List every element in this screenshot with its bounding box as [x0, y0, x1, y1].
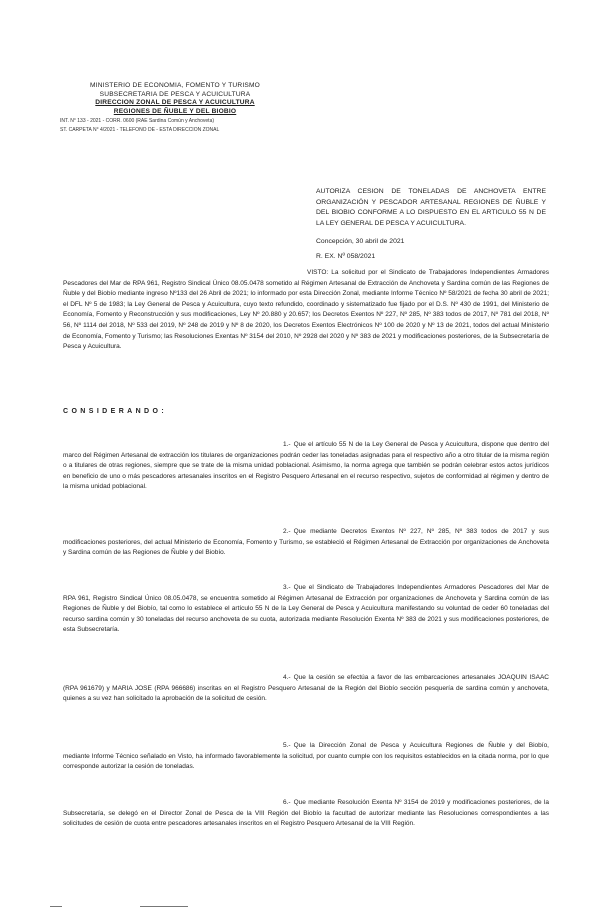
- visto-label: VISTO:: [307, 269, 329, 276]
- considerando-text: Que la Dirección Zonal de Pesca y Acuicultura Regiones de Ñuble y del Biobío, mediante Informe Técnico señalado en Visto, ha informado favorablemente la solicitud, por cuanto cumple con los requisitos establecidos en la citada norma, por lo que corresponde autorizar la cesión de toneladas.: [63, 742, 549, 771]
- considerando-2: [63, 527, 549, 559]
- considerando-text: Que el artículo 55 N de la Ley General de Pesca y Acuicultura, dispone que dentro del marco del Régimen Artesanal de extracción los titulares de organizaciones podrán ceder las toneladas asignadas para el respectivo año a otro titular de la misma región o a titulares de otras regiones, siempre que se trate de la misma unidad poblacional. Asimismo, la norma agrega que también se podrán celebrar estos actos jurídicos en beneficio de uno o más pescadores artesanales inscritos en el Registro Pesquero Artesanal en el recurso respectivo, sujetos de conformidad al régimen y dentro de la misma unidad poblacional.: [63, 441, 549, 491]
- considerando-5: [63, 741, 549, 773]
- considerando-number: 5.-: [283, 742, 291, 749]
- considerando-6: [63, 798, 549, 830]
- document-date: Concepción, 30 abril de 2021: [316, 238, 405, 245]
- reference-line-1: INT. N° 133 - 2021 - CORR. 0600 (RAE Sardina Común y Anchoveta): [60, 118, 215, 125]
- resolution-subject: AUTORIZA CESION DE TONELADAS DE ANCHOVETA ENTRE ORGANIZACIÓN Y PESCADOR ARTESANAL REGIONES DE ÑUBLE Y DEL BIOBIO CONFORME A LO DISPUESTO EN EL ARTICULO 55 N DE LA LEY GENERAL DE PESCA Y ACUICULTURA.: [316, 188, 546, 227]
- letterhead: [60, 82, 290, 133]
- visto-text: La solicitud por el Sindicato de Trabajadores Independientes Armadores Pescadores del Mar de RPA 961, Registro Sindical Único 08.05.0478 sometido al Régimen Artesanal de Extracción de Anchoveta y Sardina común de las Regiones de Ñuble y del Biobío mediante ingreso Nº133 del 26 Abril de 2021; lo informado por esta Dirección Zonal, mediante Informe Técnico Nº 58/2021 de fecha 30 abril de 2021; el DFL Nº 5 de 1983; la Ley General de Pesca y Acuicultura, cuyo texto refundido, coordinado y sistematizado fue fijado por el D.S. Nº 430 de 1991, del Ministerio de Economía, Fomento y Reconstrucción y sus modificaciones, Ley Nº 20.880 y 20.657; los Decretos Exentos Nº 227, Nº 285, Nº 383 todos de 2017, Nº 781 del 2018, Nº 56, Nº 1114 del 2018, Nº 533 del 2019, Nº 248 de 2019 y Nº 8 de 2020, los Decretos Exentos Electrónicos Nº 100 de 2020 y Nº 13 de 2021, todos del actual Ministerio de Economía, Fomento y Turismo; las Resoluciones Exentas Nº 3154 del 2010, Nº 2928 del 2020 y Nº 383 de 2021 y modificaciones posteriores, de la Subsecretaría de Pesca y Acuicultura.: [63, 269, 549, 351]
- resolution-number: R. EX. Nº 058/2021: [316, 253, 376, 260]
- considerando-text: Que mediante Resolución Exenta Nº 3154 de 2019 y modificaciones posteriores, de la Subsecretaría, se delegó en el Director Zonal de Pesca de la VIII Región del Biobío la facultad de autorizar mediante las Resoluciones correspondientes a las solicitudes de cesión de cuota entre pescadores artesanales inscritos en el Registro Pesquero Artesanal de la VIII Región.: [63, 799, 549, 828]
- subsecretaria-line: SUBSECRETARIA DE PESCA Y ACUICULTURA: [99, 90, 251, 98]
- regiones-line: REGIONES DE ÑUBLE Y DEL BIOBIO: [113, 107, 237, 115]
- considerando-4: [63, 673, 549, 705]
- considerando-number: 3.-: [283, 584, 291, 591]
- considerando-number: 1.-: [283, 441, 291, 448]
- reference-line-2: ST. CARPETA N° 4/2021 - TELEFONO DE - ESTA DIRECCION ZONAL: [60, 126, 220, 133]
- considerando-number: 2.-: [283, 528, 291, 535]
- direccion-zonal-line: DIRECCION ZONAL DE PESCA Y ACUICULTURA: [95, 99, 255, 107]
- ministry-line: MINISTERIO DE ECONOMIA, FOMENTO Y TURISMO: [89, 82, 260, 89]
- footer-scan-marks: [50, 903, 550, 911]
- scan-mark: [50, 906, 62, 907]
- considerando-1: [63, 440, 549, 493]
- considerando-3: [63, 583, 549, 636]
- considerando-text: Que mediante Decretos Exentos Nº 227, Nº 285, Nº 383 todos de 2017 y sus modificaciones posteriores, del actual Ministerio de Economía, Fomento y Turismo, se estableció el Régimen Artesanal de Extracción por organizaciones de Anchoveta y Sardina común de las Regiones de Ñuble y del Biobío.: [63, 528, 549, 557]
- scan-mark: [140, 906, 188, 907]
- considerando-text: Que el Sindicato de Trabajadores Independientes Armadores Pescadores del Mar de RPA 961, Registro Sindical Único 08.05.0478, se encuentra sometido al Régimen Artesanal de Extracción por organizaciones de Anchoveta y Sardina común de las Regiones de Ñuble y del Biobío, tal como lo establece el artículo 55 N de la Ley General de Pesca y Acuicultura manifestando su voluntad de ceder 60 toneladas del recurso sardina común y 30 toneladas del recurso anchoveta de su cuota, autorizada mediante Resolución Exenta Nº 383 de 2021 y sus modificaciones posteriores, de esta Subsecretaría.: [63, 584, 549, 634]
- considerando-number: 4.-: [283, 674, 291, 681]
- visto-paragraph: [63, 268, 549, 353]
- considerando-heading: CONSIDERANDO:: [63, 408, 168, 415]
- considerando-number: 6.-: [283, 799, 291, 806]
- considerando-text: Que la cesión se efectúa a favor de las embarcaciones artesanales JOAQUIN ISAAC (RPA 961679) y MARIA JOSE (RPA 966686) inscritas en el Registro Pesquero Artesanal de la Región del Biobío sección pesquería de sardina común y anchoveta, quienes a su vez han solicitado la aprobación de la solicitud de cesión.: [63, 674, 549, 703]
